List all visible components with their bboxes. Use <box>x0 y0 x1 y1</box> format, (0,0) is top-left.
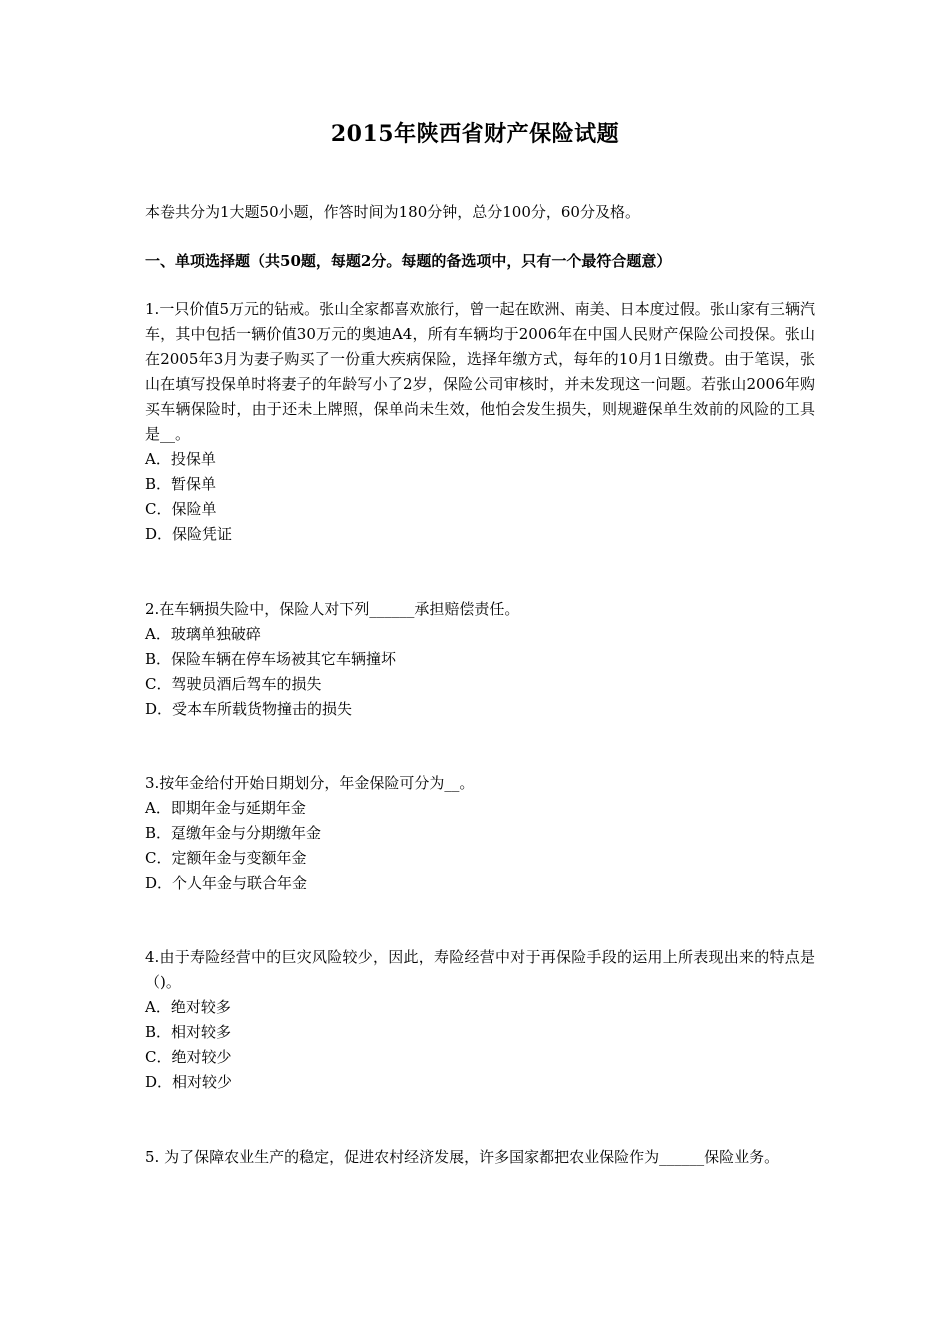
document-title: 2015年陕西省财产保险试题 <box>330 121 620 147</box>
option-b: B．趸缴年金与分期缴年金 <box>145 824 322 842</box>
option-d: D．受本车所载货物撞击的损失 <box>145 700 353 718</box>
option-d: D．保险凭证 <box>145 525 233 543</box>
question-1 <box>145 297 815 547</box>
option-d: D．个人年金与联合年金 <box>145 874 308 892</box>
exam-intro: 本卷共分为1大题50小题，作答时间为180分钟，总分100分，60分及格。 <box>145 203 640 221</box>
option-b: B．保险车辆在停车场被其它车辆撞坏 <box>145 650 397 668</box>
question-stem: 2.在车辆损失险中，保险人对下列______承担赔偿责任。 <box>145 600 520 618</box>
question-stem: 4.由于寿险经营中的巨灾风险较少，因此，寿险经营中对于再保险手段的运用上所表现出来的特点是（)。 <box>145 948 815 991</box>
question-stem: 5. 为了保障农业生产的稳定，促进农村经济发展，许多国家都把农业保险作为______保险业务。 <box>145 1148 780 1166</box>
question-stem: 1.一只价值5万元的钻戒。张山全家都喜欢旅行，曾一起在欧洲、南美、日本度过假。张山家有三辆汽车，其中包括一辆价值30万元的奥迪A4，所有车辆均于2006年在中国人民财产保险公司投保。张山在2005年3月为妻子购买了一份重大疾病保险，选择年缴方式，每年的10月1日缴费。由于笔误，张山在填写投保单时将妻子的年龄写小了2岁，保险公司审核时，并未发现这一问题。若张山2006年购买车辆保险时，由于还未上牌照，保单尚未生效，他怕会发生损失，则规避保单生效前的风险的工具是__。 <box>145 300 815 443</box>
option-a: A．投保单 <box>145 450 216 468</box>
option-c: C．绝对较少 <box>145 1048 232 1066</box>
section-heading: 一、单项选择题（共50题，每题2分。每题的备选项中，只有一个最符合题意） <box>145 252 672 270</box>
option-a: A．绝对较多 <box>145 998 231 1016</box>
option-b: B．暂保单 <box>145 475 217 493</box>
question-2 <box>145 597 815 722</box>
option-a: A．即期年金与延期年金 <box>145 799 306 817</box>
question-5 <box>145 1145 815 1170</box>
question-stem: 3.按年金给付开始日期划分，年金保险可分为__。 <box>145 774 475 792</box>
option-c: C．定额年金与变额年金 <box>145 849 307 867</box>
option-d: D．相对较少 <box>145 1073 233 1091</box>
option-b: B．相对较多 <box>145 1023 232 1041</box>
option-c: C．驾驶员酒后驾车的损失 <box>145 675 322 693</box>
question-3 <box>145 771 815 896</box>
option-a: A．玻璃单独破碎 <box>145 625 261 643</box>
option-c: C．保险单 <box>145 500 217 518</box>
question-4 <box>145 945 815 1095</box>
